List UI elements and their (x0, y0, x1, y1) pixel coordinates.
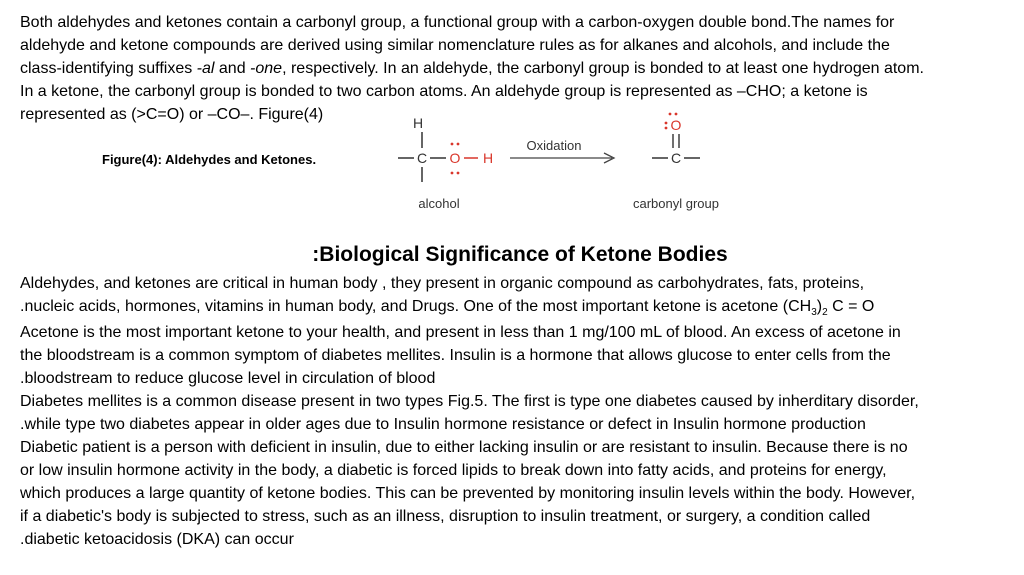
oxidation-figure (390, 108, 730, 218)
carbonyl-carbon-atom: C (670, 150, 682, 166)
body-line-11: if a diabetic's body is subjected to stress, such as an illness, disruption to insulin treatment, or surgery, a condition called (20, 508, 871, 525)
intro-line-1: Both aldehydes and ketones contain a carbonyl group, a functional group with a carbon-oxygen double bond.The names for (20, 14, 895, 31)
alcohol-oxygen-atom: O (449, 150, 461, 166)
lone-pair-dot (669, 113, 672, 116)
alcohol-hydroxyl-hydrogen: H (482, 150, 494, 166)
body-line-5: .bloodstream to reduce glucose level in circulation of blood (20, 370, 436, 387)
alcohol-carbon-atom: C (416, 150, 428, 166)
body-line-8: Diabetic patient is a person with deficient in insulin, due to either lacking insulin or are resistant to insulin. Because there is no (20, 439, 908, 456)
body-line-10: which produces a large quantity of ketone bodies. This can be prevented by monitoring insulin levels within the body. However, (20, 485, 916, 502)
alcohol-label: alcohol (418, 196, 460, 211)
intro-line-2: aldehyde and ketone compounds are derived using similar nomenclature rules as for alkanes and alcohols, and include the (20, 37, 890, 54)
lone-pair-dot (451, 143, 454, 146)
lone-pair-dot (457, 143, 460, 146)
carbonyl-oxygen-atom: O (670, 117, 682, 133)
lone-pair-dot (665, 122, 668, 125)
body-line-acetone: .nucleic acids, hormones, vitamins in human body, and Drugs. One of the most important ketone is acetone $(CH_3)_2$ C = O (20, 298, 875, 319)
intro-line-3: class-identifying suffixes -al and -one, respectively. In an aldehyde, the carbonyl group is bonded to at least one hydrogen atom. (20, 60, 924, 77)
figure-caption: Figure(4): Aldehydes and Ketones. (102, 152, 317, 167)
intro-line-5: represented as (>C=O) or –CO–. Figure(4) (20, 106, 324, 123)
body-line-6: Diabetes mellites is a common disease present in two types Fig.5. The first is type one diabetes caused by inherditary disorder, (20, 393, 919, 410)
body-line-1: Aldehydes, and ketones are critical in human body , they present in organic compound as carbohydrates, fats, proteins, (20, 275, 865, 292)
body-line-4: the bloodstream is a common symptom of diabetes mellites. Insulin is a hormone that allows glucose to enter cells from the (20, 347, 891, 364)
alcohol-hydrogen-atom: H (412, 115, 424, 131)
intro-line-4: In a ketone, the carbonyl group is bonded to two carbon atoms. An aldehyde group is represented as –CHO; a ketone is (20, 83, 868, 100)
section-heading: :Biological Significance of Ketone Bodies (312, 243, 728, 266)
lone-pair-dot (451, 172, 454, 175)
lone-pair-dot (675, 113, 678, 116)
body-line-7: .while type two diabetes appear in older ages due to Insulin hormone resistance or defect in Insulin hormone production (20, 416, 866, 433)
body-line-12: .diabetic ketoacidosis (DKA) can occur (20, 531, 294, 548)
carbonyl-group-label: carbonyl group (633, 196, 719, 211)
oxidation-label: Oxidation (526, 138, 582, 153)
lone-pair-dot (457, 172, 460, 175)
body-line-9: or low insulin hormone activity in the body, a diabetic is forced lipids to break down into fatty acids, and proteins for energy, (20, 462, 887, 479)
lone-pair-dot (665, 127, 668, 130)
body-line-3: Acetone is the most important ketone to your health, and present in less than 1 mg/100 mL of blood. An excess of acetone in (20, 324, 901, 341)
